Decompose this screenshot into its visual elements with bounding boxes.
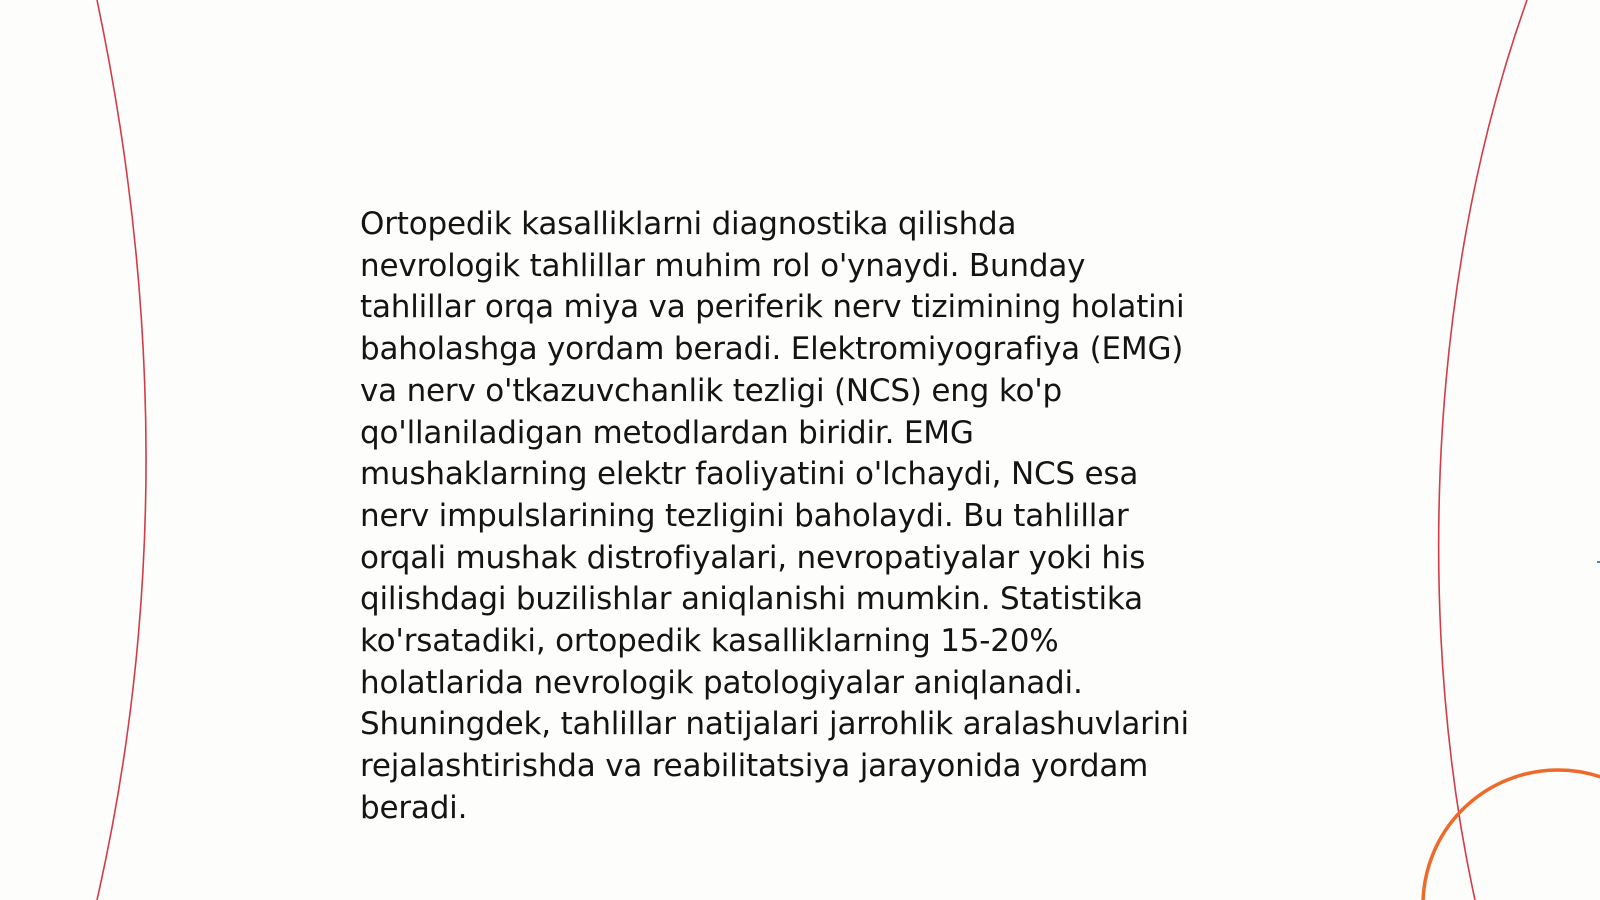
paragraph-line: qilishdagi buzilishlar aniqlanishi mumkin. Statistika — [360, 581, 1143, 618]
paragraph-line: Ortopedik kasalliklarni diagnostika qilishda — [360, 206, 1017, 242]
paragraph-line: orqali mushak distrofiyalari, nevropatiyalar yoki his — [360, 539, 1146, 576]
right-curve-line — [1439, 0, 1527, 900]
paragraph-line: nerv impulslarining tezligini baholaydi. Bu tahlillar — [360, 497, 1129, 534]
paragraph-line: Shuningdek, tahlillar natijalari jarrohlik aralashuvlarini — [360, 706, 1189, 743]
paragraph-line: qo'llaniladigan metodlardan biridir. EMG — [360, 414, 974, 451]
paragraph-line: mushaklarning elektr faoliyatini o'lchaydi, NCS esa — [360, 456, 1139, 493]
paragraph-line: va nerv o'tkazuvchanlik tezligi (NCS) eng ko'p — [360, 372, 1063, 409]
paragraph-line: rejalashtirishda va reabilitatsiya jarayonida yordam — [360, 748, 1149, 785]
body-paragraph — [360, 204, 1260, 830]
paragraph-line: holatlarida nevrologik patologiyalar aniqlanadi. — [360, 664, 1083, 701]
left-curve-line — [97, 0, 146, 900]
paragraph-line: beradi. — [360, 789, 468, 826]
orange-arc — [1423, 770, 1600, 900]
paragraph-line: tahlillar orqa miya va periferik nerv tizimining holatini — [360, 289, 1185, 326]
paragraph-line: baholashga yordam beradi. Elektromiyografiya (EMG) — [360, 331, 1184, 368]
paragraph-line: nevrologik tahlillar muhim rol o'ynaydi. Bunday — [360, 247, 1086, 284]
paragraph-line: ko'rsatadiki, ortopedik kasalliklarning 15-20% — [360, 623, 1059, 660]
